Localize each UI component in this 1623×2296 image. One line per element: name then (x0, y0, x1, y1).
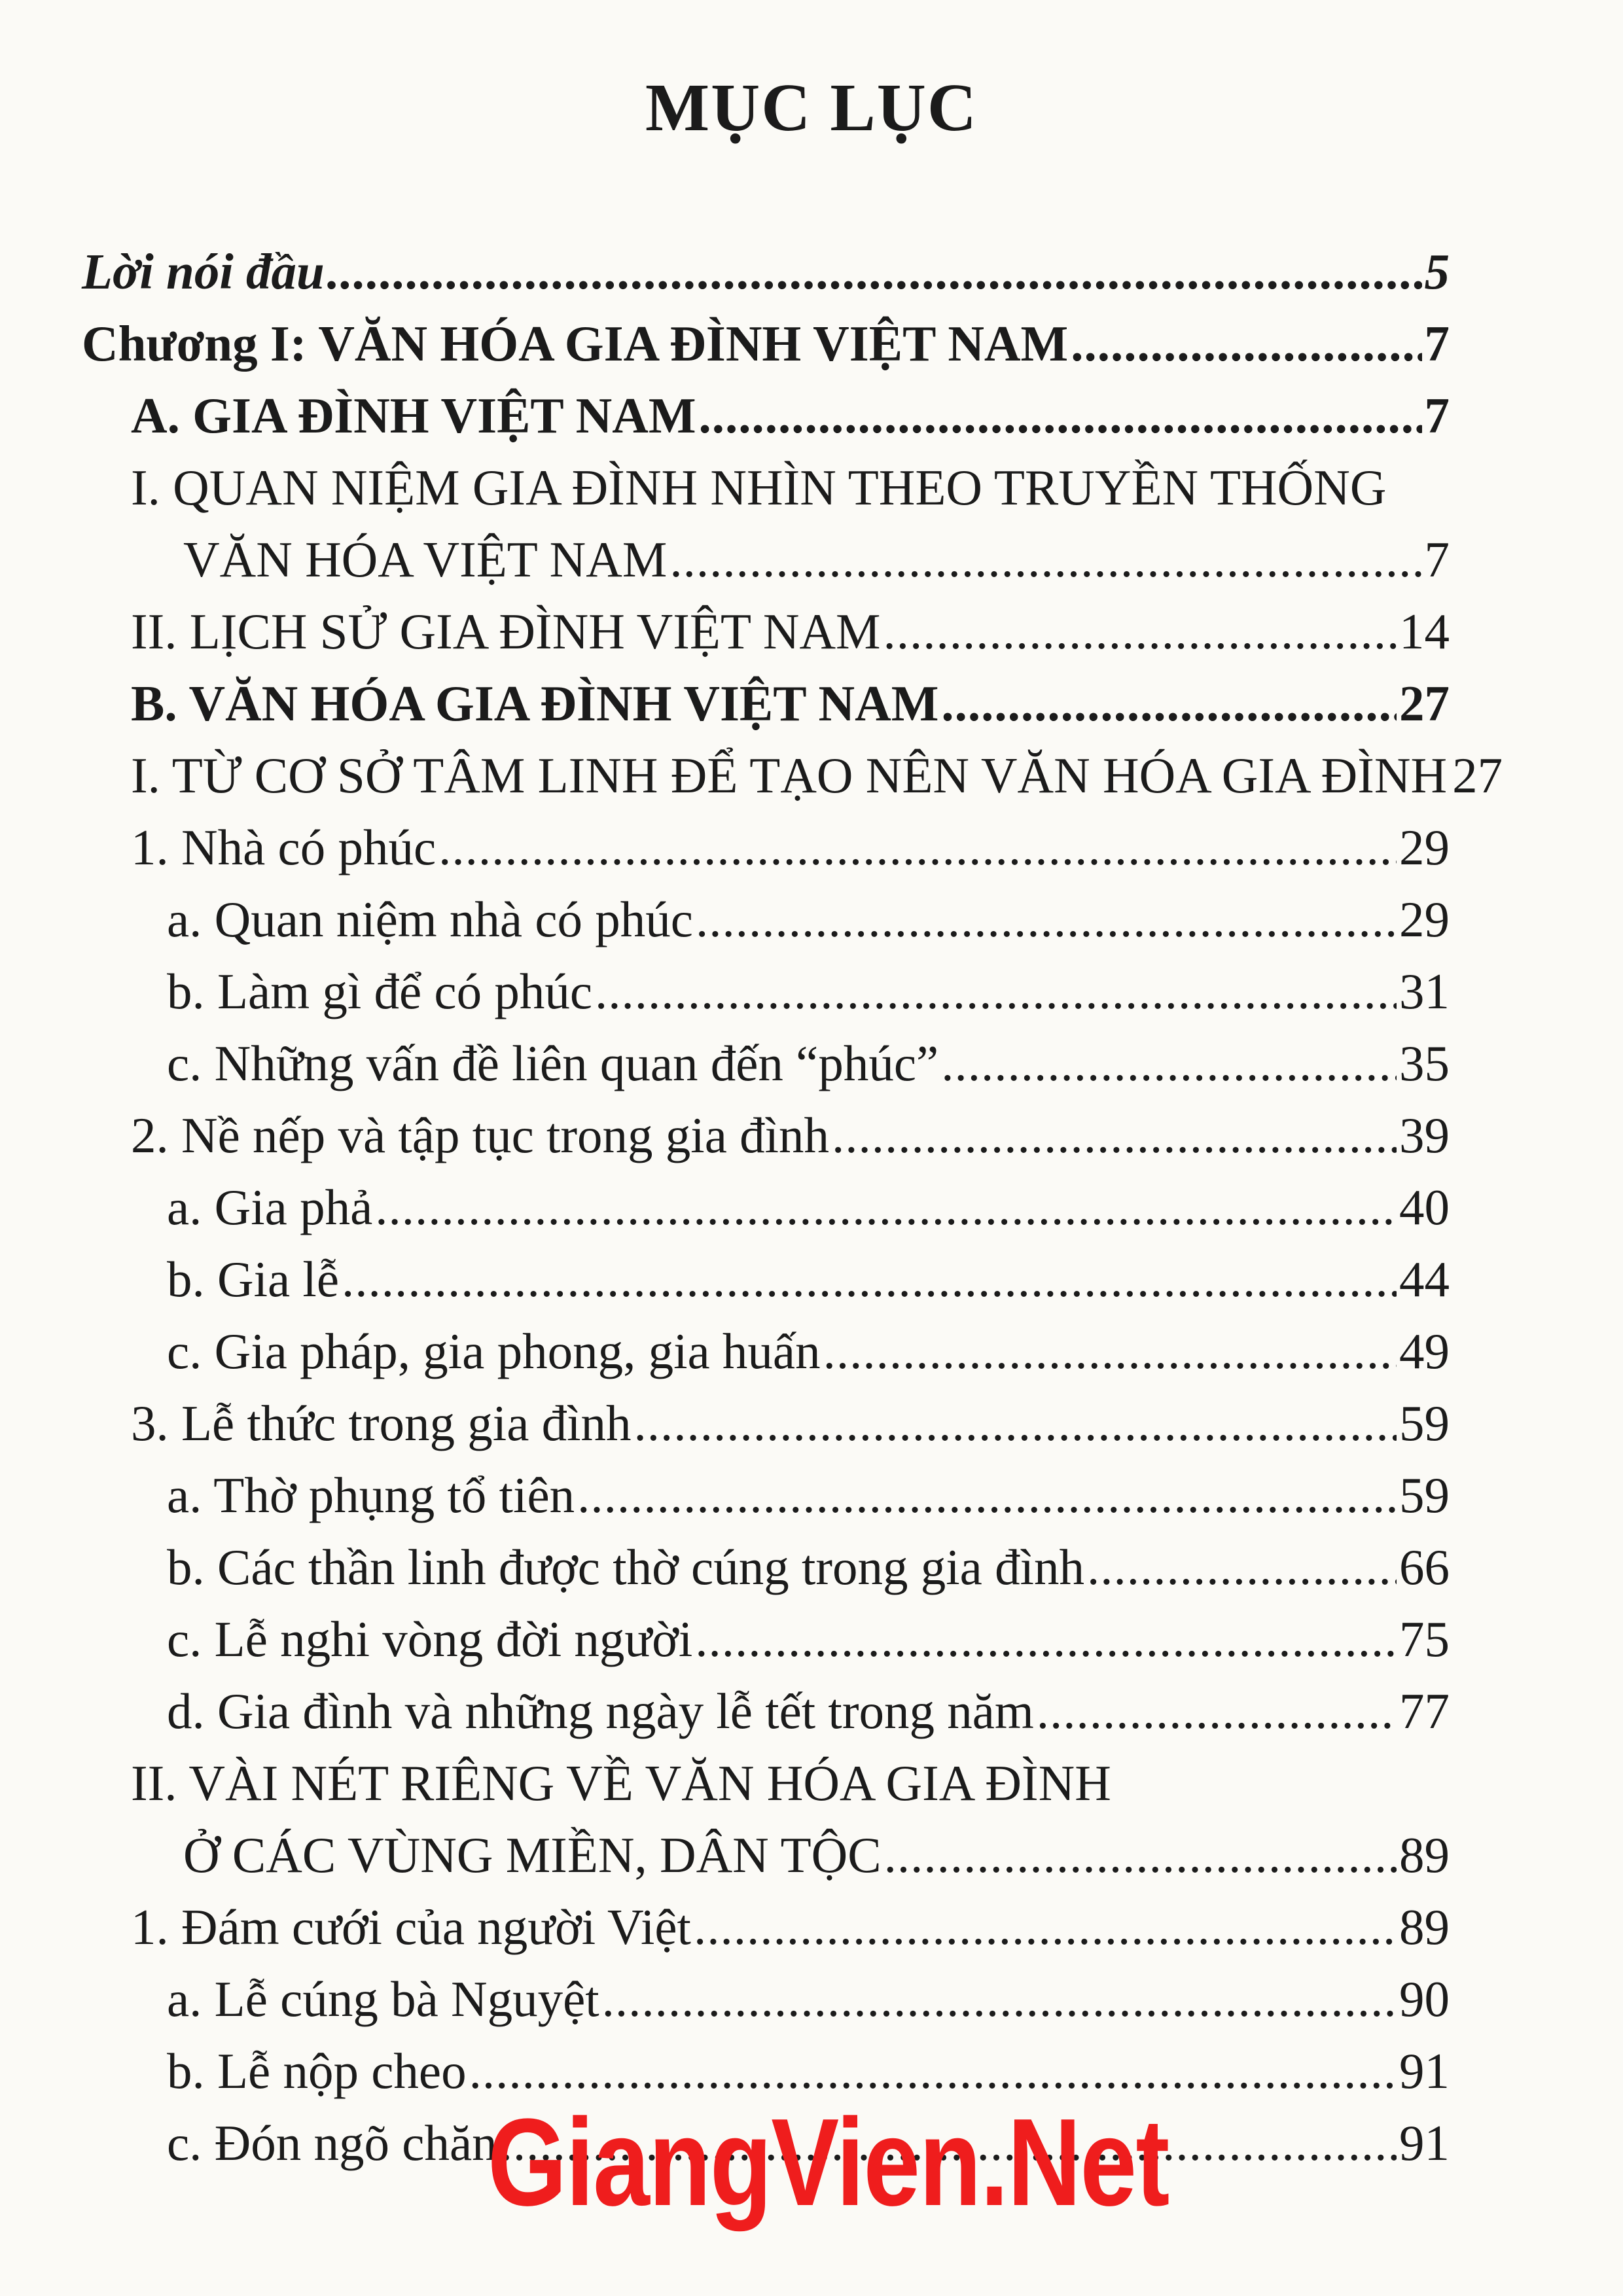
leader-dots (695, 1603, 1397, 1675)
toc-entry-section-b[interactable] (82, 667, 1450, 739)
toc-entry-section-a[interactable] (82, 380, 1450, 451)
toc-entry-a-i[interactable] (82, 523, 1450, 595)
toc-entry-b-i-3-b[interactable] (82, 1531, 1450, 1603)
toc-entry-page: 77 (1399, 1683, 1450, 1739)
toc-entry-b-i-3-a[interactable] (82, 1459, 1450, 1531)
leader-dots (883, 595, 1397, 667)
toc-entry-page: 27 (1399, 675, 1450, 732)
leader-dots (327, 236, 1422, 308)
leader-dots (941, 1027, 1397, 1099)
leader-dots (941, 667, 1397, 739)
toc-entry-label: c. Những vấn đề liên quan đến “phúc” (167, 1035, 939, 1091)
toc-entry-label: 3. Lễ thức trong gia đình (131, 1395, 632, 1451)
leader-dots (1071, 308, 1421, 380)
toc-entry-label: 2. Nề nếp và tập tục trong gia đình (131, 1107, 830, 1163)
watermark: GiangVien.Net (488, 2093, 1169, 2232)
toc-entry-label: b. Gia lễ (167, 1251, 339, 1307)
toc-entry-label: Chương I: VĂN HÓA GIA ĐÌNH VIỆT NAM (82, 315, 1069, 372)
toc-entry-page: 89 (1399, 1899, 1450, 1955)
leader-dots (342, 1243, 1397, 1315)
leader-dots (884, 1819, 1397, 1891)
leader-dots (823, 1315, 1397, 1387)
toc-entry-label: 1. Nhà có phúc (131, 819, 437, 875)
toc-entry-label: b. Làm gì để có phúc (167, 963, 593, 1019)
leader-dots (694, 1891, 1397, 1963)
table-of-contents (82, 236, 1503, 2179)
toc-entry-page: 27 (1452, 747, 1503, 804)
toc-entry-a-ii[interactable] (82, 595, 1450, 667)
toc-entry-chapter-1[interactable] (82, 308, 1450, 380)
toc-entry-b-i-2-a[interactable] (82, 1171, 1450, 1243)
toc-entry-page: 40 (1399, 1179, 1450, 1235)
toc-entry-page: 7 (1424, 531, 1450, 588)
leader-dots (602, 1963, 1397, 2035)
toc-entry-page: 7 (1424, 387, 1450, 444)
toc-entry-b-i-3-c[interactable] (82, 1603, 1450, 1675)
toc-entry-label: Lời nói đầu (82, 243, 325, 300)
toc-entry-line: I. QUAN NIỆM GIA ĐÌNH NHÌN THEO TRUYỀN THỐNG (131, 459, 1387, 516)
leader-dots (577, 1459, 1397, 1531)
toc-entry-b-i-3-d[interactable] (82, 1675, 1450, 1747)
toc-entry-page: 59 (1399, 1467, 1450, 1523)
toc-entry-page: 29 (1399, 819, 1450, 875)
toc-entry-b-ii[interactable] (82, 1819, 1450, 1891)
toc-entry-page: 14 (1399, 603, 1450, 660)
toc-entry-page: 49 (1399, 1323, 1450, 1379)
toc-entry-b-i-1[interactable] (82, 811, 1450, 883)
toc-entry-b-ii-1-a[interactable] (82, 1963, 1450, 2035)
toc-entry-label: b. Các thần linh được thờ cúng trong gia đình (167, 1539, 1084, 1595)
toc-entry-line: II. VÀI NÉT RIÊNG VỀ VĂN HÓA GIA ĐÌNH (131, 1755, 1111, 1811)
leader-dots (1037, 1675, 1397, 1747)
toc-entry-label: a. Gia phả (167, 1179, 373, 1235)
toc-entry-page: 39 (1399, 1107, 1450, 1163)
toc-entry-b-i-2[interactable] (82, 1099, 1450, 1171)
toc-entry-preface[interactable] (82, 236, 1450, 308)
toc-entry-b-i-2-b[interactable] (82, 1243, 1450, 1315)
toc-entry-label: c. Gia pháp, gia phong, gia huấn (167, 1323, 821, 1379)
toc-entry-label: a. Thờ phụng tổ tiên (167, 1467, 575, 1523)
toc-entry-label: d. Gia đình và những ngày lễ tết trong năm (167, 1683, 1034, 1739)
toc-entry-page: 29 (1399, 891, 1450, 947)
toc-entry-b-i-1-a[interactable] (82, 883, 1450, 955)
toc-entry-page: 59 (1399, 1395, 1450, 1451)
toc-entry-label: a. Lễ cúng bà Nguyệt (167, 1971, 599, 2027)
toc-entry-label: I. TỪ CƠ SỞ TÂM LINH ĐỂ TẠO NÊN VĂN HÓA GIA ĐÌNH (131, 747, 1448, 804)
toc-entry-page: 35 (1399, 1035, 1450, 1091)
toc-entry-label: A. GIA ĐÌNH VIỆT NAM (131, 387, 696, 444)
toc-entry-label: Ở CÁC VÙNG MIỀN, DÂN TỘC (183, 1827, 882, 1883)
leader-dots (595, 955, 1397, 1027)
leader-dots (832, 1099, 1397, 1171)
toc-entry-page: 89 (1399, 1827, 1450, 1883)
toc-entry-page: 66 (1399, 1539, 1450, 1595)
toc-entry-b-i-1-b[interactable] (82, 955, 1450, 1027)
toc-entry-label: 1. Đám cưới của người Việt (131, 1899, 691, 1955)
toc-entry-label: B. VĂN HÓA GIA ĐÌNH VIỆT NAM (131, 675, 939, 732)
toc-entry-page: 7 (1424, 315, 1450, 372)
toc-entry-b-i-3[interactable] (82, 1387, 1450, 1459)
leader-dots (438, 811, 1397, 883)
toc-entry-label: II. LỊCH SỬ GIA ĐÌNH VIỆT NAM (131, 603, 881, 660)
leader-dots (696, 883, 1397, 955)
toc-entry-page: 91 (1399, 2115, 1450, 2171)
toc-entry-page: 44 (1399, 1251, 1450, 1307)
leader-dots (699, 380, 1422, 451)
toc-entry-label: c. Đón ngõ chăn (167, 2115, 497, 2171)
toc-entry-b-i[interactable] (82, 739, 1503, 811)
toc-entry-b-ii-1[interactable] (82, 1891, 1450, 1963)
toc-entry-b-i-2-c[interactable] (82, 1315, 1450, 1387)
toc-entry-page: 91 (1399, 2043, 1450, 2099)
toc-entry-label: c. Lễ nghi vòng đời người (167, 1611, 693, 1667)
toc-entry-page: 5 (1424, 243, 1450, 300)
toc-entry-page: 90 (1399, 1971, 1450, 2027)
leader-dots (669, 523, 1421, 595)
leader-dots (634, 1387, 1397, 1459)
leader-dots (375, 1171, 1397, 1243)
toc-entry-page: 75 (1399, 1611, 1450, 1667)
leader-dots (1087, 1531, 1397, 1603)
toc-entry-page: 31 (1399, 963, 1450, 1019)
toc-entry-b-i-1-c[interactable] (82, 1027, 1450, 1099)
page-title: MỤC LỤC (645, 70, 978, 145)
toc-entry-label: VĂN HÓA VIỆT NAM (183, 531, 668, 588)
toc-entry-label: a. Quan niệm nhà có phúc (167, 891, 693, 947)
toc-entry-label: b. Lễ nộp cheo (167, 2043, 467, 2099)
